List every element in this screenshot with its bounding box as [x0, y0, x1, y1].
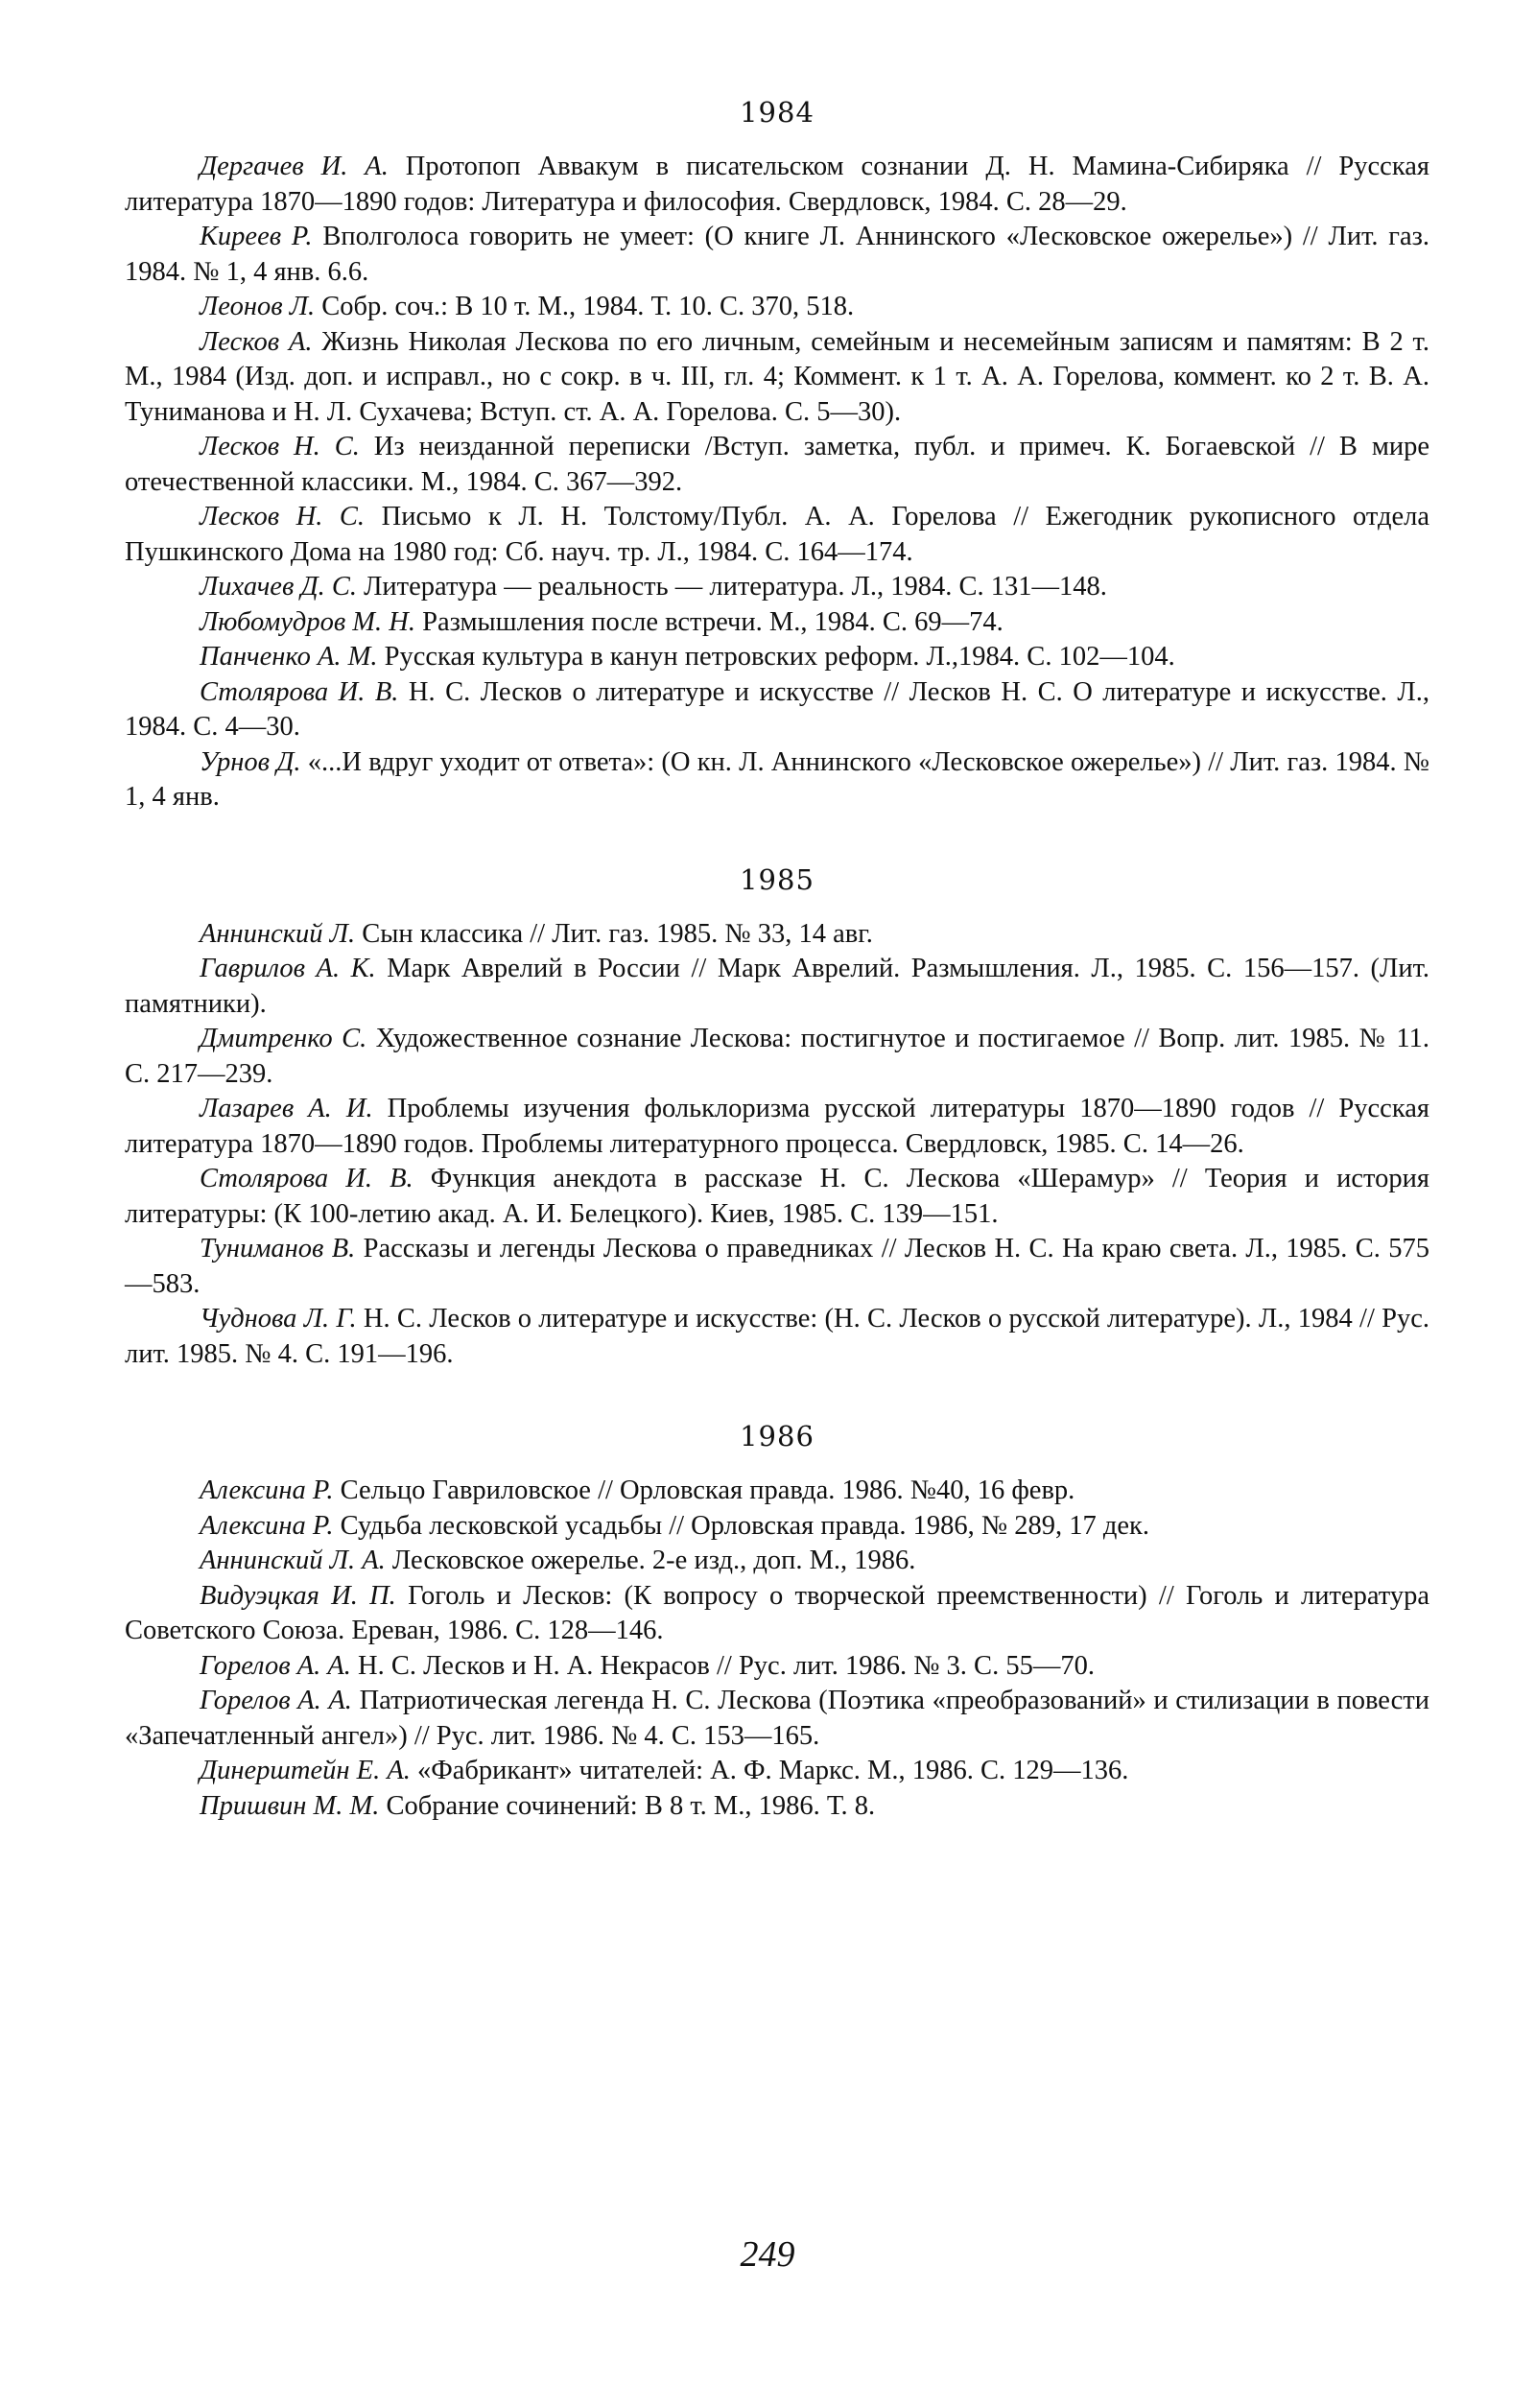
entry-author: Столярова И. В.: [200, 676, 399, 707]
entry-text: Размышления после встречи. М., 1984. С. 69—74.: [422, 606, 1004, 637]
entry-text: Н. С. Лесков о литературе и искусстве: (Н. С. Лесков о русской литературе). Л., 1984 // Рус. лит. 1985. № 4. С. 191—196.: [125, 1304, 1430, 1369]
bibliography-entry: [125, 290, 1429, 325]
entry-author: Столярова И. В.: [200, 1164, 413, 1193]
entry-author: Лазарев А. И.: [200, 1094, 373, 1123]
entry-author: Лихачев Д. С.: [200, 572, 357, 602]
entry-text: Русская культура в канун петровских реформ. Л.,1984. С. 102—104.: [384, 642, 1175, 672]
entry-text: Письмо к Л. Н. Толстому/Публ. А. А. Горелова // Ежегодник рукописного отдела Пушкинского Дома на 1980 год: Сб. науч. тр. Л., 1984. С. 164—174.: [125, 502, 1429, 567]
bibliography-entry: [125, 917, 1429, 953]
bibliography-entry: [125, 430, 1429, 500]
entry-text: «...И вдруг уходит от ответа»: (О кн. Л. Аннинского «Лесковское ожерелье») // Лит. газ. 1984. № 1, 4 янв.: [125, 746, 1430, 812]
entry-text: Лесковское ожерелье. 2-е изд., доп. М., 1986.: [391, 1546, 916, 1575]
entry-author: Горелов А. А.: [200, 1686, 352, 1715]
entry-author: Лесков Н. С.: [200, 502, 366, 531]
entry-text: Н. С. Лесков и Н. А. Некрасов // Рус. лит. 1986. № 3. С. 55—70.: [358, 1650, 1095, 1681]
entry-author: Киреев Р.: [200, 222, 313, 251]
entry-author: Видуэцкая И. П.: [200, 1580, 396, 1611]
bibliography-entry: [125, 1232, 1429, 1302]
bibliography-entry: [125, 1649, 1429, 1685]
entry-author: Лесков Н. С.: [200, 432, 360, 461]
bibliography-entry: [125, 1092, 1429, 1162]
entry-text: Вполголоса говорить не умеет: (О книге Л. Аннинского «Лесковское ожерелье») // Лит. газ. 1984. № 1, 4 янв. 6.6.: [125, 222, 1430, 287]
entry-author: Гаврилов А. К.: [200, 954, 376, 983]
entry-text: Марк Аврелий в России // Марк Аврелий. Размышления. Л., 1985. С. 156—157. (Лит. памятники).: [125, 954, 1430, 1019]
entry-text: Проблемы изучения фольклоризма русской литературы 1870—1890 годов // Русская литература 1870—1890 годов. Проблемы литературного процесса. Свердловск, 1985. С. 14—26.: [125, 1094, 1430, 1159]
bibliography-entry: [125, 745, 1429, 815]
bibliography-entry: [125, 1579, 1429, 1649]
bibliography-entry: [125, 1544, 1429, 1579]
bibliography-entry: [125, 1474, 1429, 1509]
bibliography-entry: [125, 605, 1429, 641]
entry-text: Рассказы и легенды Лескова о праведниках // Лесков Н. С. На краю света. Л., 1985. С. 575—583.: [125, 1234, 1429, 1299]
entry-author: Туниманов В.: [200, 1234, 356, 1263]
page-number: 249: [740, 2234, 795, 2275]
entry-text: Сельцо Гавриловское // Орловская правда. 1986. №40, 16 февр.: [340, 1475, 1075, 1505]
entry-author: Панченко А. М.: [200, 642, 378, 672]
year-heading: 1985: [740, 862, 815, 896]
bibliography-entry: [125, 1302, 1429, 1372]
entry-text: «Фабрикант» читателей: А. Ф. Маркс. М., 1986. С. 129—136.: [417, 1756, 1129, 1785]
bibliography-entry: [125, 570, 1429, 605]
entry-text: Собрание сочинений: В 8 т. М., 1986. Т. 8.: [386, 1790, 876, 1821]
entry-author: Алексина Р.: [200, 1475, 334, 1505]
bibliography-entry: [125, 220, 1429, 290]
year-section: [125, 96, 1429, 815]
bibliography-entry: [125, 675, 1429, 745]
bibliography-entry: [125, 1509, 1429, 1545]
entry-author: Пришвин М. М.: [200, 1790, 380, 1821]
bibliography-entry: [125, 952, 1429, 1022]
bibliography-content: [125, 96, 1429, 1872]
entry-author: Алексина Р.: [200, 1510, 334, 1541]
entry-text: Литература — реальность — литература. Л., 1984. С. 131—148.: [364, 572, 1107, 602]
entry-text: Функция анекдота в рассказе Н. С. Лескова «Шерамур» // Теория и история литературы: (К 100-летию акад. А. И. Белецкого). Киев, 1985. С. 139—151.: [125, 1164, 1429, 1229]
bibliography-entry: [125, 1754, 1429, 1789]
year-section: [125, 863, 1429, 1373]
bibliography-entry: [125, 325, 1429, 431]
entry-text: Из неизданной переписки /Вступ. заметка, публ. и примеч. К. Богаевской // В мире отечественной классики. М., 1984. С. 367—392.: [125, 432, 1430, 497]
year-heading: 1984: [740, 96, 815, 129]
entry-author: Леонов Л.: [200, 292, 316, 321]
entry-text: Патриотическая легенда Н. С. Лескова (Поэтика «преобразований» и стилизации в повести «Запечатленный ангел») // Рус. лит. 1986. № 4. С. 153—165.: [125, 1686, 1429, 1751]
entry-text: Н. С. Лесков о литературе и искусстве // Лесков Н. С. О литературе и искусстве. Л., 1984. С. 4—30.: [125, 676, 1430, 742]
entry-author: Дергачев И. А.: [200, 152, 389, 181]
entry-text: Жизнь Николая Лескова по его личным, семейным и несемейным записям и памятям: В 2 т. М., 1984 (Изд. доп. и исправл., но с сокр. в ч. III, гл. 4; Коммент. к 1 т. А. А. Горелова, коммент. ко 2 т. В. А. Туниманова и Н. Л. Сухачева; Вступ. ст. А. А. Горелова. С. 5—30).: [125, 326, 1429, 427]
bibliography-entry: [125, 1684, 1429, 1754]
entry-author: Урнов Д.: [200, 746, 301, 777]
entry-author: Лесков А.: [200, 326, 313, 357]
bibliography-entry: [125, 1022, 1429, 1092]
entry-author: Горелов А. А.: [200, 1650, 351, 1681]
bibliography-entry: [125, 1789, 1429, 1825]
entry-author: Любомудров М. Н.: [200, 606, 416, 637]
year-heading: 1986: [740, 1420, 815, 1452]
entry-author: Аннинский Л.: [200, 918, 356, 949]
bibliography-entry: [125, 640, 1429, 675]
bibliography-entry: [125, 150, 1429, 220]
bibliography-entry: [125, 1162, 1429, 1232]
entry-text: Художественное сознание Лескова: постигнутое и постигаемое // Вопр. лит. 1985. № 11. С. 217—239.: [125, 1024, 1429, 1089]
entry-text: Собр. соч.: В 10 т. М., 1984. Т. 10. С. 370, 518.: [321, 292, 855, 321]
entry-text: Гоголь и Лесков: (К вопросу о творческой преемственности) // Гоголь и литература Советского Союза. Ереван, 1986. С. 128—146.: [125, 1580, 1429, 1645]
year-section: [125, 1420, 1429, 1824]
entry-author: Аннинский Л. А.: [200, 1546, 386, 1575]
bibliography-entry: [125, 500, 1429, 570]
entry-text: Протопоп Аввакум в писательском сознании Д. Н. Мамина-Сибиряка // Русская литература 1870—1890 годов: Литература и философия. Свердловск, 1984. С. 28—29.: [125, 152, 1429, 217]
entry-text: Сын классика // Лит. газ. 1985. № 33, 14 авг.: [362, 918, 873, 949]
entry-author: Дмитренко С.: [200, 1024, 367, 1053]
entry-text: Судьба лесковской усадьбы // Орловская правда. 1986, № 289, 17 дек.: [340, 1510, 1149, 1541]
entry-author: Динерштейн Е. А.: [200, 1756, 411, 1785]
entry-author: Чуднова Л. Г.: [200, 1304, 357, 1334]
